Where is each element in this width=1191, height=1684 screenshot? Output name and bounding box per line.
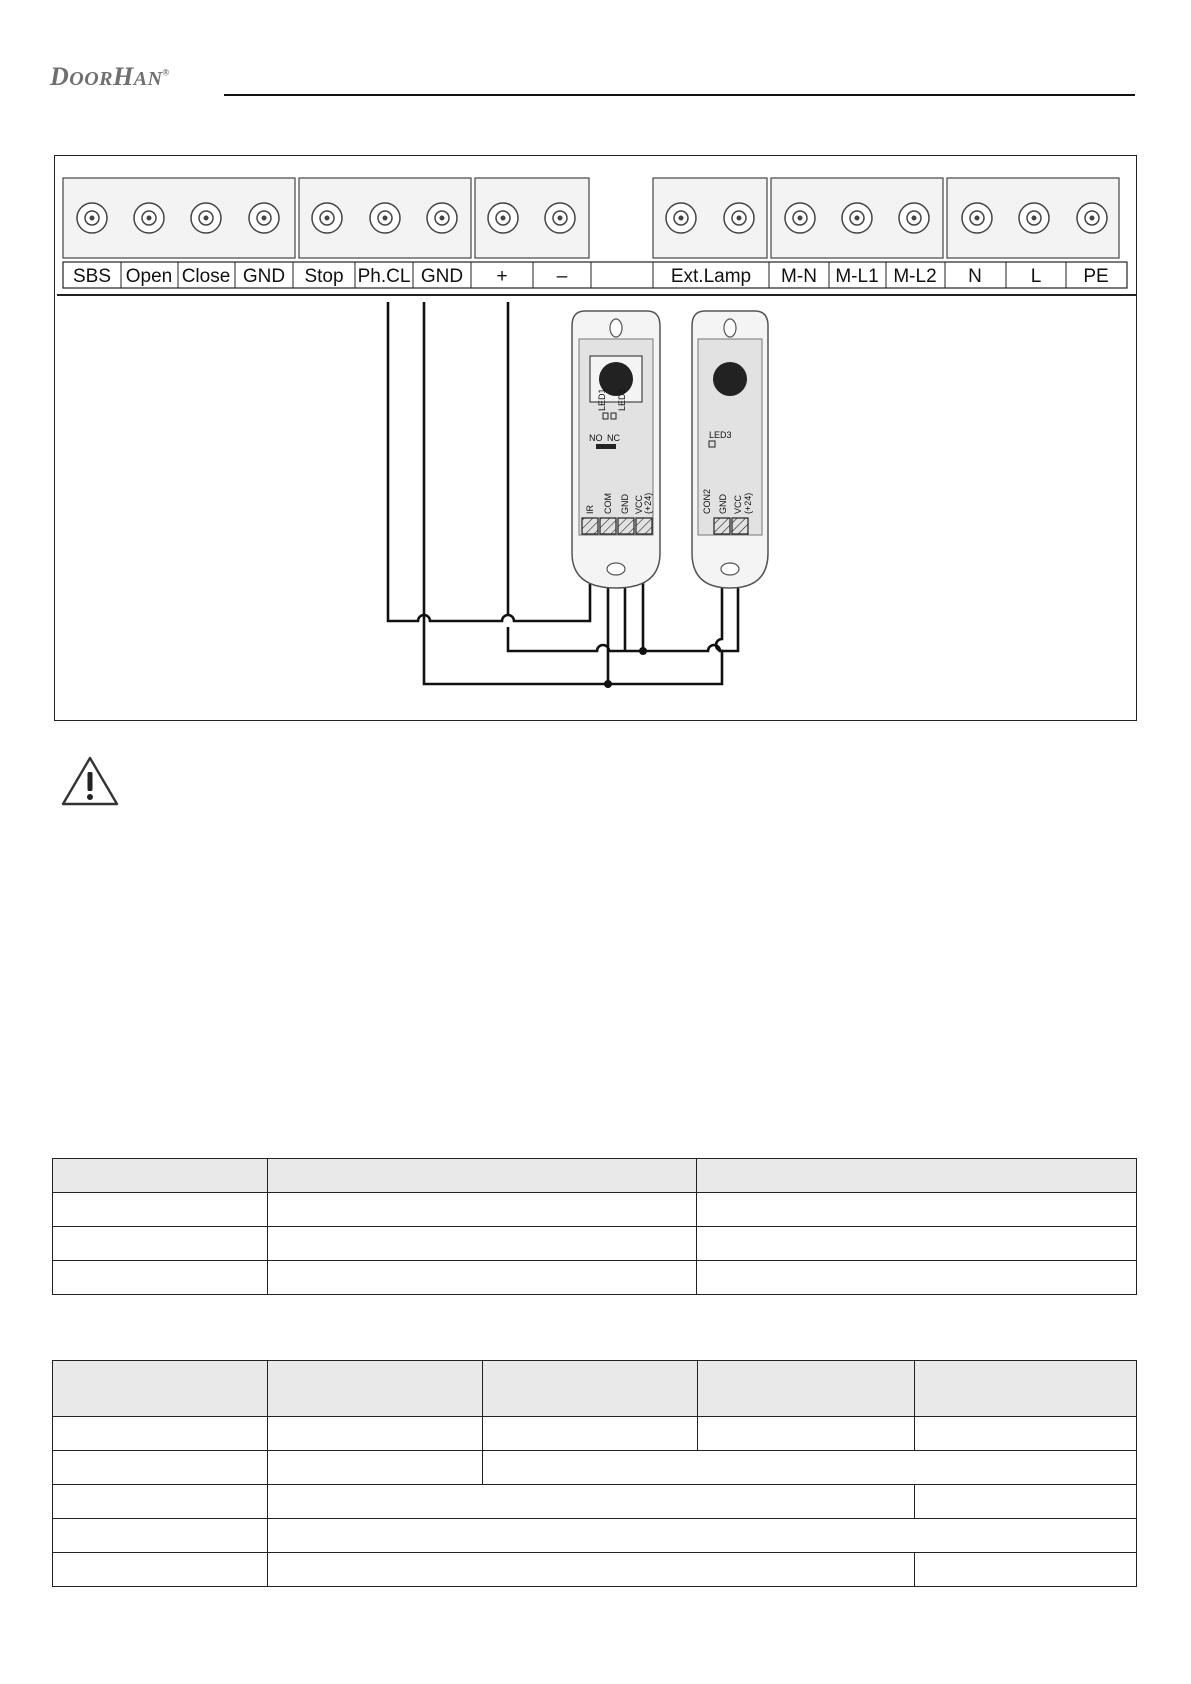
wire-phcl-ir	[388, 302, 590, 621]
terminal-label-sbs: SBS	[72, 266, 112, 287]
screw-icon	[1019, 203, 1049, 233]
led1-label: LED1	[597, 388, 607, 411]
table-row	[53, 1451, 1137, 1485]
table-row	[53, 1485, 1137, 1519]
terminal-label-gnd: GND	[242, 266, 286, 287]
screw-icon	[666, 203, 696, 233]
screw-icon	[1077, 203, 1107, 233]
wiring-diagram	[54, 155, 1137, 721]
terminal-label-close: Close	[181, 266, 231, 287]
terminal-label-l: L	[1030, 266, 1042, 287]
pin-24v-label: (+24)	[643, 492, 653, 514]
table-header-row	[53, 1361, 1137, 1417]
photocell-transmitter	[692, 311, 768, 588]
screw-icon	[724, 203, 754, 233]
screw-icon	[842, 203, 872, 233]
pin-gnd-label: GND	[718, 494, 728, 514]
terminal-label-m-n: M-N	[781, 266, 817, 287]
wiring	[388, 302, 738, 684]
terminal-label-stop: Stop	[304, 266, 344, 287]
terminal-label-n: N	[968, 266, 982, 287]
pin-ir-label: IR	[585, 505, 595, 514]
terminal-label-ph-cl: Ph.CL	[357, 266, 411, 287]
pin-vcc-label: VCC	[733, 494, 743, 514]
terminal-label-pe: PE	[1083, 266, 1109, 287]
pin-24v-label: (+24)	[743, 492, 753, 514]
screw-icon	[191, 203, 221, 233]
spec-table-1	[52, 1158, 1137, 1295]
table-row	[53, 1193, 1137, 1227]
terminal-label-gnd-2: GND	[420, 266, 464, 287]
junction-dot	[604, 680, 612, 688]
terminal-label-strip	[63, 262, 1127, 288]
pin-com-label: COM	[603, 493, 613, 514]
terminal-label-m-l2: M-L2	[893, 266, 937, 287]
table-row	[53, 1261, 1137, 1295]
table-row	[53, 1417, 1137, 1451]
jumper-icon	[596, 444, 616, 449]
terminal-label-ext-lamp: Ext.Lamp	[670, 266, 752, 287]
screw-icon	[249, 203, 279, 233]
screw-terminal-icon	[732, 518, 748, 534]
led3-label: LED3	[709, 430, 732, 440]
mount-hole-icon	[724, 319, 736, 337]
header-rule	[224, 94, 1135, 96]
screw-terminal-icon	[714, 518, 730, 534]
spec-table-2	[52, 1360, 1137, 1587]
screw-icon	[134, 203, 164, 233]
screw-icon	[962, 203, 992, 233]
table-row	[53, 1519, 1137, 1553]
warning-triangle-icon	[60, 755, 120, 807]
terminal-label-minus: –	[556, 266, 568, 287]
screw-icon	[488, 203, 518, 233]
screw-icon	[785, 203, 815, 233]
wiring-diagram-svg	[55, 156, 1138, 722]
junction-dot	[639, 647, 647, 655]
mount-hole-icon	[607, 563, 625, 575]
jumper-no-label: NO	[589, 433, 603, 443]
mount-hole-icon	[610, 319, 622, 337]
table-row	[53, 1227, 1137, 1261]
screw-icon	[370, 203, 400, 233]
screw-icon	[545, 203, 575, 233]
mount-hole-icon	[721, 563, 739, 575]
screw-terminal-icon	[618, 518, 634, 534]
lens-icon	[713, 362, 747, 396]
screw-icon	[77, 203, 107, 233]
led2-label: LED2	[617, 388, 627, 411]
pin-gnd-label: GND	[620, 494, 630, 514]
pin-con2-label: CON2	[702, 488, 712, 514]
jumper-nc-label: NC	[607, 433, 620, 443]
brand-logo: DOORHAN®	[50, 62, 170, 91]
screw-terminal-icon	[582, 518, 598, 534]
screw-icon	[427, 203, 457, 233]
terminal-label-m-l1: M-L1	[835, 266, 879, 287]
pin-vcc-label: VCC	[634, 494, 644, 514]
photocell-receiver	[572, 311, 660, 588]
terminal-label-plus: +	[496, 266, 508, 287]
screw-icon	[312, 203, 342, 233]
terminal-label-open: Open	[125, 266, 173, 287]
screw-icon	[899, 203, 929, 233]
table-header-row	[53, 1159, 1137, 1193]
table-row	[53, 1553, 1137, 1587]
screw-terminal-icon	[636, 518, 652, 534]
screw-terminal-icon	[600, 518, 616, 534]
